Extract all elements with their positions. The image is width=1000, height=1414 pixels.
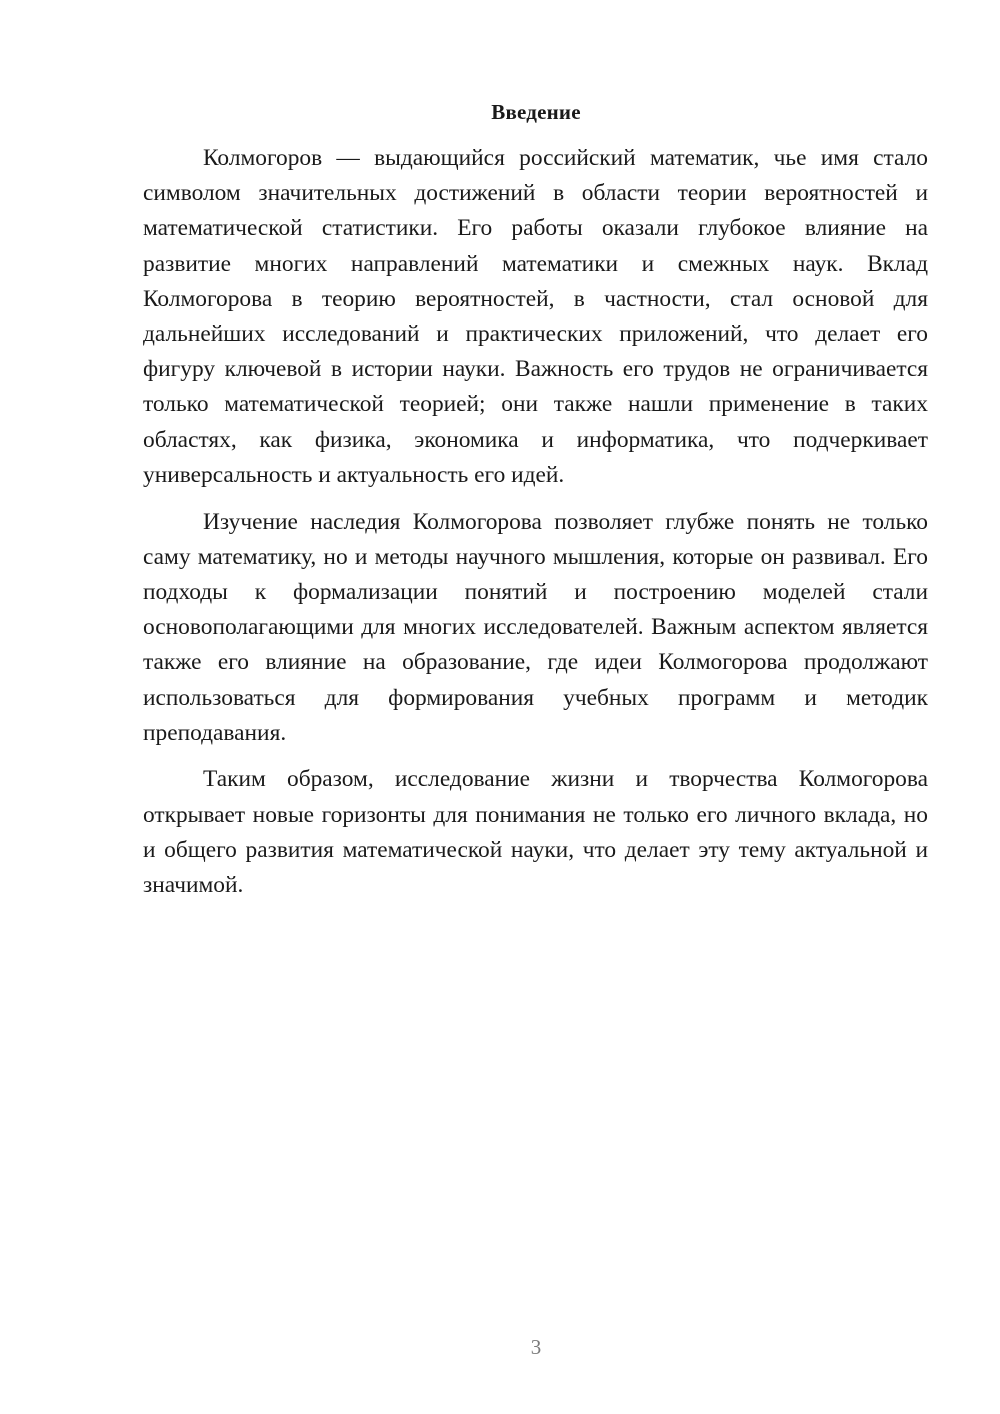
section-heading: Введение (491, 100, 581, 124)
paragraph-1: Колмогоров — выдающийся российский математик, чье имя стало символом значительных достижений в области теории вероятностей и математической статистики. Его работы оказали глубокое влияние на развитие многих направлений математики и смежных наук. Вклад Колмогорова в теорию вероятностей, в частности, стал основой для дальнейших исследований и практических приложений, что делает его фигуру ключевой в истории науки. Важность его трудов не ограничивается только математической теорией; они также нашли применение в таких областях, как физика, экономика и информатика, что подчеркивает универсальность и актуальность его идей. (143, 145, 928, 488)
page-number: 3 (530, 1335, 542, 1359)
paragraph-3: Таким образом, исследование жизни и творчества Колмогорова открывает новые горизонты для понимания не только его личного вклада, но и общего развития математической науки, что делает эту тему актуальной и значимой. (143, 766, 928, 899)
paragraph-2: Изучение наследия Колмогорова позволяет глубже понять не только саму математику, но и методы научного мышления, которые он развивал. Его подходы к формализации понятий и построению моделей стали основополагающими для многих исследователей. Важным аспектом является также его влияние на образование, где идеи Колмогорова продолжают использоваться для формирования учебных программ и методик преподавания. (143, 508, 928, 746)
document-body (143, 141, 928, 903)
